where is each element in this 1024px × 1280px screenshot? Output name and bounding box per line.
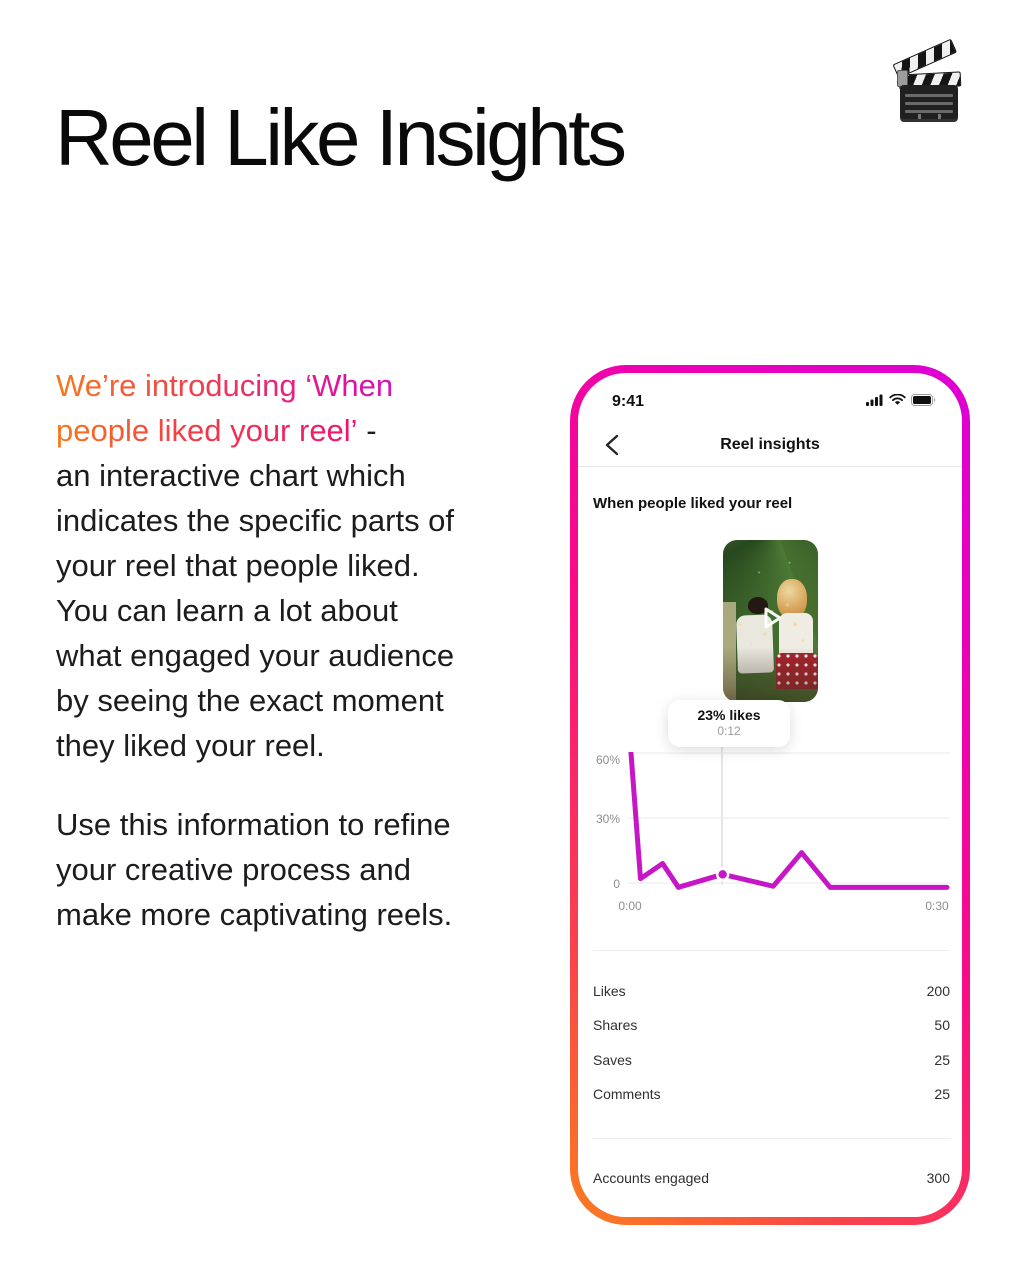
intro-paragraph-1 [56, 363, 586, 768]
play-icon[interactable] [752, 599, 790, 637]
likes-line-chart[interactable] [628, 752, 950, 902]
intro-line: You can learn a lot about [56, 593, 398, 628]
stat-label: Shares [593, 1017, 638, 1033]
intro-line: what engaged your audience [56, 638, 455, 673]
signal-icon [866, 394, 884, 406]
stat-row-saves [593, 1052, 950, 1072]
intro-highlight-line-1: We’re introducing ‘When [56, 363, 393, 408]
intro-line: they liked your reel. [56, 728, 325, 763]
stat-value: 200 [926, 983, 950, 999]
phone-screen [578, 373, 962, 1217]
stat-row-comments [593, 1086, 950, 1106]
stat-value: 300 [926, 1170, 950, 1186]
intro-line: an interactive chart which [56, 458, 406, 493]
intro-line: your creative process and [56, 852, 411, 887]
reel-video-thumbnail[interactable] [723, 540, 818, 702]
tooltip-timestamp: 0:12 [717, 724, 741, 738]
stat-value: 50 [934, 1017, 950, 1033]
y-axis-tick-0: 0 [613, 877, 620, 891]
intro-paragraph-2 [56, 802, 586, 937]
intro-line: by seeing the exact moment [56, 683, 444, 718]
intro-dash: - [357, 413, 377, 448]
page-title: Reel Like Insights [55, 92, 624, 182]
stat-label: Accounts engaged [593, 1170, 709, 1186]
y-axis-tick-30: 30% [595, 812, 620, 826]
stats-divider-bottom [593, 1138, 950, 1139]
tooltip-likes-value: 23% likes [697, 707, 761, 723]
chart-section-title: When people liked your reel [593, 495, 793, 512]
header-divider [578, 466, 962, 467]
stat-label: Comments [593, 1086, 661, 1102]
nav-title: Reel insights [720, 436, 820, 453]
stats-divider-top [593, 950, 950, 951]
clapperboard-icon [897, 52, 965, 126]
stat-label: Saves [593, 1052, 632, 1068]
phone-mockup [570, 365, 970, 1225]
stat-row-likes [593, 983, 950, 1003]
stat-row-accounts-engaged [593, 1170, 950, 1190]
battery-icon [911, 394, 936, 406]
intro-line: Use this information to refine [56, 807, 451, 842]
chart-marker[interactable] [717, 869, 728, 880]
wifi-icon [889, 394, 906, 406]
stat-value: 25 [934, 1052, 950, 1068]
chart-line [631, 753, 947, 887]
intro-line: make more captivating reels. [56, 897, 453, 932]
intro-line: your reel that people liked. [56, 548, 420, 583]
y-axis-tick-60: 60% [595, 753, 620, 767]
intro-highlight-line-2: people liked your reel’ [56, 408, 358, 453]
intro-line: indicates the specific parts of [56, 503, 455, 538]
stat-row-shares [593, 1017, 950, 1037]
clapper-board [900, 85, 958, 122]
x-axis-tick-start: 0:00 [618, 899, 642, 913]
chart-tooltip [668, 700, 790, 747]
stat-value: 25 [934, 1086, 950, 1102]
x-axis-tick-end: 0:30 [925, 899, 949, 913]
status-bar-icons [866, 394, 936, 406]
status-bar-time: 9:41 [612, 393, 645, 410]
intro-copy [56, 363, 586, 937]
stat-label: Likes [593, 983, 626, 999]
